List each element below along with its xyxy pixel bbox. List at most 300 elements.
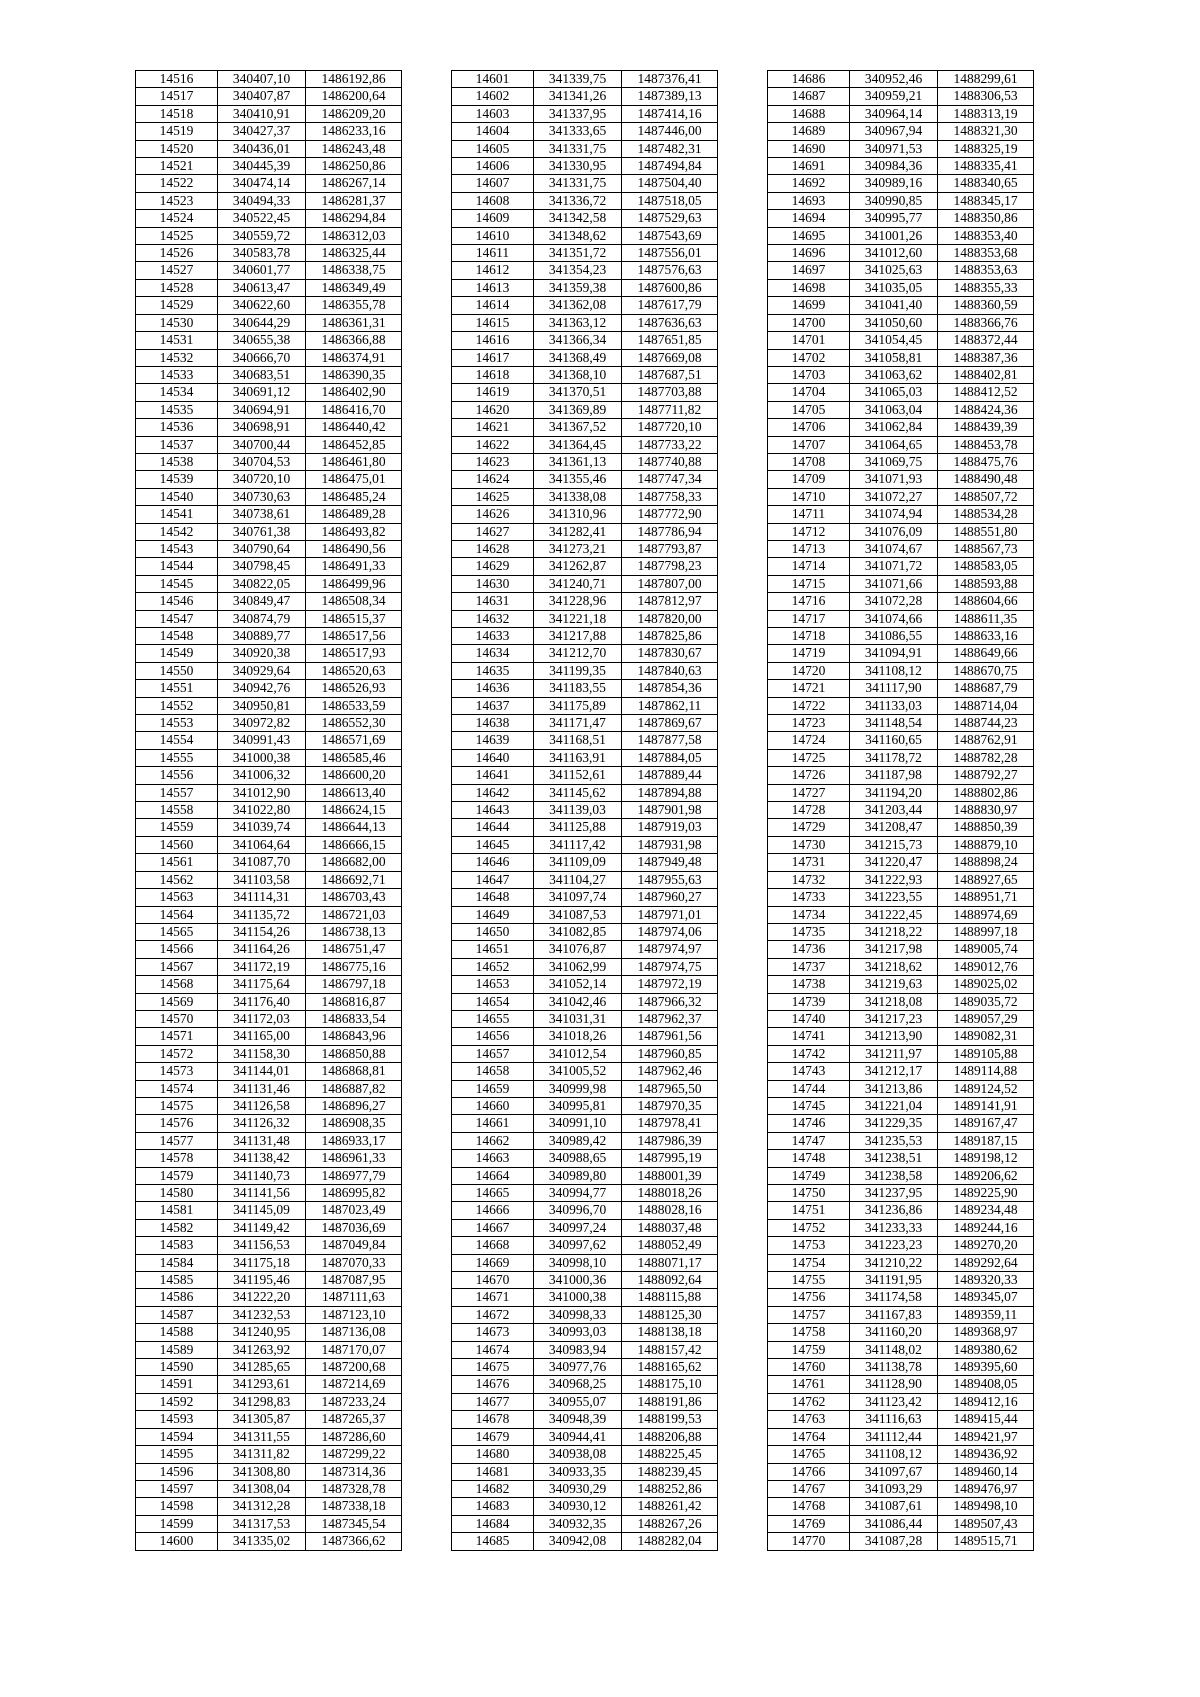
y-coordinate-cell: 1488321,30	[938, 123, 1034, 140]
point-number-cell: 14530	[136, 314, 218, 331]
x-coordinate-cell: 340559,72	[218, 227, 306, 244]
table-row	[452, 1341, 718, 1358]
point-number-cell: 14721	[768, 680, 850, 697]
point-number-cell: 14616	[452, 332, 534, 349]
x-coordinate-cell: 341298,83	[218, 1393, 306, 1410]
table-row	[768, 715, 1034, 732]
table-row	[136, 262, 402, 279]
point-number-cell: 14750	[768, 1185, 850, 1202]
x-coordinate-cell: 341219,63	[850, 976, 938, 993]
x-coordinate-cell: 341087,28	[850, 1533, 938, 1550]
point-number-cell: 14769	[768, 1515, 850, 1532]
point-number-cell: 14597	[136, 1480, 218, 1497]
x-coordinate-cell: 341342,58	[534, 210, 622, 227]
y-coordinate-cell: 1488372,44	[938, 332, 1034, 349]
y-coordinate-cell: 1487955,63	[622, 871, 718, 888]
y-coordinate-cell: 1486209,20	[306, 105, 402, 122]
point-number-cell: 14598	[136, 1498, 218, 1515]
point-number-cell: 14605	[452, 140, 534, 157]
point-number-cell: 14544	[136, 558, 218, 575]
table-row	[136, 889, 402, 906]
point-number-cell: 14724	[768, 732, 850, 749]
x-coordinate-cell: 340989,16	[850, 175, 938, 192]
x-coordinate-cell: 341369,89	[534, 401, 622, 418]
coordinate-table-3	[767, 70, 1034, 1551]
table-row	[452, 1480, 718, 1497]
table-row	[136, 401, 402, 418]
point-number-cell: 14528	[136, 279, 218, 296]
point-number-cell: 14600	[136, 1533, 218, 1550]
point-number-cell: 14765	[768, 1446, 850, 1463]
point-number-cell: 14723	[768, 715, 850, 732]
y-coordinate-cell: 1489244,16	[938, 1219, 1034, 1236]
y-coordinate-cell: 1487482,31	[622, 140, 718, 157]
x-coordinate-cell: 341126,32	[218, 1115, 306, 1132]
point-number-cell: 14563	[136, 889, 218, 906]
point-number-cell: 14546	[136, 593, 218, 610]
x-coordinate-cell: 341228,96	[534, 593, 622, 610]
x-coordinate-cell: 341039,74	[218, 819, 306, 836]
table-row	[136, 715, 402, 732]
y-coordinate-cell: 1487786,94	[622, 523, 718, 540]
table-row	[452, 436, 718, 453]
x-coordinate-cell: 341116,63	[850, 1411, 938, 1428]
table-row	[452, 349, 718, 366]
y-coordinate-cell: 1486461,80	[306, 453, 402, 470]
y-coordinate-cell: 1488997,18	[938, 923, 1034, 940]
table-row	[136, 523, 402, 540]
point-number-cell: 14657	[452, 1045, 534, 1062]
y-coordinate-cell: 1489395,60	[938, 1359, 1034, 1376]
y-coordinate-cell: 1489412,16	[938, 1393, 1034, 1410]
point-number-cell: 14625	[452, 488, 534, 505]
x-coordinate-cell: 340920,38	[218, 645, 306, 662]
table-row	[452, 1045, 718, 1062]
table-row	[452, 1028, 718, 1045]
x-coordinate-cell: 340929,64	[218, 662, 306, 679]
y-coordinate-cell: 1487111,63	[306, 1289, 402, 1306]
table-row	[452, 384, 718, 401]
point-number-cell: 14764	[768, 1428, 850, 1445]
point-number-cell: 14642	[452, 784, 534, 801]
y-coordinate-cell: 1488567,73	[938, 540, 1034, 557]
x-coordinate-cell: 340798,45	[218, 558, 306, 575]
table-row	[136, 645, 402, 662]
table-row	[768, 1463, 1034, 1480]
y-coordinate-cell: 1489515,71	[938, 1533, 1034, 1550]
x-coordinate-cell: 340407,87	[218, 88, 306, 105]
x-coordinate-cell: 341176,40	[218, 993, 306, 1010]
x-coordinate-cell: 340474,14	[218, 175, 306, 192]
point-number-cell: 14541	[136, 506, 218, 523]
table-row	[452, 819, 718, 836]
point-number-cell: 14594	[136, 1428, 218, 1445]
y-coordinate-cell: 1486267,14	[306, 175, 402, 192]
point-number-cell: 14545	[136, 575, 218, 592]
x-coordinate-cell: 341233,33	[850, 1219, 938, 1236]
point-number-cell: 14535	[136, 401, 218, 418]
table-row	[768, 227, 1034, 244]
y-coordinate-cell: 1488353,63	[938, 262, 1034, 279]
y-coordinate-cell: 1488611,35	[938, 610, 1034, 627]
table-row	[768, 192, 1034, 209]
y-coordinate-cell: 1489105,88	[938, 1045, 1034, 1062]
point-number-cell: 14573	[136, 1063, 218, 1080]
x-coordinate-cell: 341355,46	[534, 471, 622, 488]
point-number-cell: 14651	[452, 941, 534, 958]
y-coordinate-cell: 1489359,11	[938, 1306, 1034, 1323]
point-number-cell: 14637	[452, 697, 534, 714]
table-row	[452, 140, 718, 157]
point-number-cell: 14577	[136, 1132, 218, 1149]
x-coordinate-cell: 340790,64	[218, 540, 306, 557]
point-number-cell: 14550	[136, 662, 218, 679]
x-coordinate-cell: 341152,61	[534, 767, 622, 784]
point-number-cell: 14593	[136, 1411, 218, 1428]
point-number-cell: 14552	[136, 697, 218, 714]
table-row	[452, 506, 718, 523]
table-row	[768, 732, 1034, 749]
x-coordinate-cell: 341341,26	[534, 88, 622, 105]
y-coordinate-cell: 1488782,28	[938, 749, 1034, 766]
point-number-cell: 14565	[136, 923, 218, 940]
point-number-cell: 14712	[768, 523, 850, 540]
x-coordinate-cell: 340700,44	[218, 436, 306, 453]
point-number-cell: 14639	[452, 732, 534, 749]
table-row	[136, 227, 402, 244]
table-row	[452, 158, 718, 175]
y-coordinate-cell: 1486816,87	[306, 993, 402, 1010]
y-coordinate-cell: 1487214,69	[306, 1376, 402, 1393]
x-coordinate-cell: 341370,51	[534, 384, 622, 401]
y-coordinate-cell: 1486475,01	[306, 471, 402, 488]
point-number-cell: 14540	[136, 488, 218, 505]
x-coordinate-cell: 340730,63	[218, 488, 306, 505]
y-coordinate-cell: 1486520,63	[306, 662, 402, 679]
table-row	[136, 767, 402, 784]
x-coordinate-cell: 341366,34	[534, 332, 622, 349]
x-coordinate-cell: 341331,75	[534, 140, 622, 157]
point-number-cell: 14650	[452, 923, 534, 940]
table-row	[768, 1202, 1034, 1219]
point-number-cell: 14529	[136, 297, 218, 314]
x-coordinate-cell: 341222,45	[850, 906, 938, 923]
y-coordinate-cell: 1487720,10	[622, 419, 718, 436]
table-row	[452, 523, 718, 540]
y-coordinate-cell: 1486294,84	[306, 210, 402, 227]
point-number-cell: 14571	[136, 1028, 218, 1045]
table-row	[452, 923, 718, 940]
y-coordinate-cell: 1487974,06	[622, 923, 718, 940]
y-coordinate-cell: 1487366,62	[306, 1533, 402, 1550]
table-row	[136, 1463, 402, 1480]
point-number-cell: 14536	[136, 419, 218, 436]
table-row	[136, 419, 402, 436]
table-row	[136, 158, 402, 175]
x-coordinate-cell: 341018,26	[534, 1028, 622, 1045]
point-number-cell: 14696	[768, 245, 850, 262]
x-coordinate-cell: 341074,66	[850, 610, 938, 627]
point-number-cell: 14725	[768, 749, 850, 766]
y-coordinate-cell: 1489292,64	[938, 1254, 1034, 1271]
x-coordinate-cell: 341367,52	[534, 419, 622, 436]
y-coordinate-cell: 1488052,49	[622, 1237, 718, 1254]
y-coordinate-cell: 1487328,78	[306, 1480, 402, 1497]
table-row	[136, 123, 402, 140]
y-coordinate-cell: 1486508,34	[306, 593, 402, 610]
table-row	[768, 523, 1034, 540]
x-coordinate-cell: 341025,63	[850, 262, 938, 279]
x-coordinate-cell: 341338,08	[534, 488, 622, 505]
table-row	[136, 1498, 402, 1515]
y-coordinate-cell: 1489012,76	[938, 958, 1034, 975]
table-row	[136, 662, 402, 679]
table-row	[768, 1219, 1034, 1236]
table-row	[452, 210, 718, 227]
point-number-cell: 14557	[136, 784, 218, 801]
point-number-cell: 14758	[768, 1324, 850, 1341]
y-coordinate-cell: 1489368,97	[938, 1324, 1034, 1341]
point-number-cell: 14554	[136, 732, 218, 749]
table-row	[452, 941, 718, 958]
x-coordinate-cell: 341086,44	[850, 1515, 938, 1532]
table-row	[136, 366, 402, 383]
point-number-cell: 14645	[452, 836, 534, 853]
point-number-cell: 14686	[768, 71, 850, 88]
table-row	[452, 1359, 718, 1376]
y-coordinate-cell: 1488850,39	[938, 819, 1034, 836]
x-coordinate-cell: 341071,66	[850, 575, 938, 592]
y-coordinate-cell: 1489225,90	[938, 1185, 1034, 1202]
table-row	[136, 610, 402, 627]
y-coordinate-cell: 1489198,12	[938, 1150, 1034, 1167]
y-coordinate-cell: 1487807,00	[622, 575, 718, 592]
x-coordinate-cell: 340933,35	[534, 1463, 622, 1480]
table-row	[768, 1428, 1034, 1445]
point-number-cell: 14718	[768, 628, 850, 645]
x-coordinate-cell: 341114,31	[218, 889, 306, 906]
table-row	[452, 1411, 718, 1428]
point-number-cell: 14685	[452, 1533, 534, 1550]
y-coordinate-cell: 1486887,82	[306, 1080, 402, 1097]
x-coordinate-cell: 341160,20	[850, 1324, 938, 1341]
table-row	[768, 871, 1034, 888]
y-coordinate-cell: 1486585,46	[306, 749, 402, 766]
table-row	[136, 71, 402, 88]
point-number-cell: 14578	[136, 1150, 218, 1167]
x-coordinate-cell: 341210,22	[850, 1254, 938, 1271]
point-number-cell: 14736	[768, 941, 850, 958]
point-number-cell: 14732	[768, 871, 850, 888]
y-coordinate-cell: 1486666,15	[306, 836, 402, 853]
x-coordinate-cell: 341063,62	[850, 366, 938, 383]
point-number-cell: 14519	[136, 123, 218, 140]
x-coordinate-cell: 341222,20	[218, 1289, 306, 1306]
table-row	[136, 1185, 402, 1202]
point-number-cell: 14668	[452, 1237, 534, 1254]
table-row	[452, 732, 718, 749]
x-coordinate-cell: 341187,98	[850, 767, 938, 784]
x-coordinate-cell: 340984,36	[850, 158, 938, 175]
y-coordinate-cell: 1488453,78	[938, 436, 1034, 453]
table-row	[768, 889, 1034, 906]
x-coordinate-cell: 341063,04	[850, 401, 938, 418]
point-number-cell: 14534	[136, 384, 218, 401]
x-coordinate-cell: 341221,04	[850, 1097, 938, 1114]
y-coordinate-cell: 1488951,71	[938, 889, 1034, 906]
table-row	[452, 1150, 718, 1167]
point-number-cell: 14537	[136, 436, 218, 453]
x-coordinate-cell: 341076,87	[534, 941, 622, 958]
x-coordinate-cell: 340761,38	[218, 523, 306, 540]
y-coordinate-cell: 1489498,10	[938, 1498, 1034, 1515]
y-coordinate-cell: 1488282,04	[622, 1533, 718, 1550]
table-row	[768, 366, 1034, 383]
point-number-cell: 14556	[136, 767, 218, 784]
x-coordinate-cell: 340849,47	[218, 593, 306, 610]
table-row	[136, 297, 402, 314]
point-number-cell: 14518	[136, 105, 218, 122]
x-coordinate-cell: 341221,18	[534, 610, 622, 627]
x-coordinate-cell: 341131,46	[218, 1080, 306, 1097]
table-row	[452, 976, 718, 993]
table-row	[136, 1150, 402, 1167]
table-row	[768, 1080, 1034, 1097]
table-row	[136, 1115, 402, 1132]
point-number-cell: 14700	[768, 314, 850, 331]
point-number-cell: 14604	[452, 123, 534, 140]
x-coordinate-cell: 340988,65	[534, 1150, 622, 1167]
x-coordinate-cell: 340522,45	[218, 210, 306, 227]
point-number-cell: 14599	[136, 1515, 218, 1532]
x-coordinate-cell: 341000,38	[218, 749, 306, 766]
point-number-cell: 14767	[768, 1480, 850, 1497]
point-number-cell: 14677	[452, 1393, 534, 1410]
table-row	[136, 993, 402, 1010]
y-coordinate-cell: 1487972,19	[622, 976, 718, 993]
y-coordinate-cell: 1489345,07	[938, 1289, 1034, 1306]
point-number-cell: 14574	[136, 1080, 218, 1097]
table-row	[768, 697, 1034, 714]
point-number-cell: 14672	[452, 1306, 534, 1323]
x-coordinate-cell: 341104,27	[534, 871, 622, 888]
table-row	[136, 453, 402, 470]
y-coordinate-cell: 1488340,65	[938, 175, 1034, 192]
x-coordinate-cell: 341211,97	[850, 1045, 938, 1062]
y-coordinate-cell: 1488252,86	[622, 1480, 718, 1497]
x-coordinate-cell: 341087,53	[534, 906, 622, 923]
table-row	[768, 1376, 1034, 1393]
y-coordinate-cell: 1489234,48	[938, 1202, 1034, 1219]
x-coordinate-cell: 341163,91	[534, 749, 622, 766]
point-number-cell: 14648	[452, 889, 534, 906]
table-row	[768, 245, 1034, 262]
y-coordinate-cell: 1489460,14	[938, 1463, 1034, 1480]
x-coordinate-cell: 341311,55	[218, 1428, 306, 1445]
table-row	[768, 1028, 1034, 1045]
table-row	[452, 105, 718, 122]
y-coordinate-cell: 1487747,34	[622, 471, 718, 488]
table-row	[768, 158, 1034, 175]
x-coordinate-cell: 341354,23	[534, 262, 622, 279]
table-row	[452, 1393, 718, 1410]
table-row	[452, 1254, 718, 1271]
table-row	[768, 680, 1034, 697]
table-row	[768, 314, 1034, 331]
y-coordinate-cell: 1487389,13	[622, 88, 718, 105]
table-row	[768, 1167, 1034, 1184]
y-coordinate-cell: 1486692,71	[306, 871, 402, 888]
point-number-cell: 14682	[452, 1480, 534, 1497]
point-number-cell: 14613	[452, 279, 534, 296]
table-row	[136, 1028, 402, 1045]
x-coordinate-cell: 341069,75	[850, 453, 938, 470]
y-coordinate-cell: 1486624,15	[306, 802, 402, 819]
x-coordinate-cell: 341149,42	[218, 1219, 306, 1236]
x-coordinate-cell: 340691,12	[218, 384, 306, 401]
point-number-cell: 14560	[136, 836, 218, 853]
y-coordinate-cell: 1489476,97	[938, 1480, 1034, 1497]
x-coordinate-cell: 341086,55	[850, 628, 938, 645]
point-number-cell: 14524	[136, 210, 218, 227]
x-coordinate-cell: 341333,65	[534, 123, 622, 140]
x-coordinate-cell: 340959,21	[850, 88, 938, 105]
point-number-cell: 14631	[452, 593, 534, 610]
y-coordinate-cell: 1488879,10	[938, 836, 1034, 853]
table-row	[768, 1480, 1034, 1497]
table-row	[452, 314, 718, 331]
table-row	[136, 1359, 402, 1376]
y-coordinate-cell: 1488353,40	[938, 227, 1034, 244]
y-coordinate-cell: 1487136,08	[306, 1324, 402, 1341]
x-coordinate-cell: 341031,31	[534, 1010, 622, 1027]
x-coordinate-cell: 340822,05	[218, 575, 306, 592]
table-row	[136, 819, 402, 836]
table-row	[452, 1115, 718, 1132]
y-coordinate-cell: 1488387,36	[938, 349, 1034, 366]
x-coordinate-cell: 341238,58	[850, 1167, 938, 1184]
point-number-cell: 14707	[768, 436, 850, 453]
table-row	[768, 1150, 1034, 1167]
x-coordinate-cell: 341041,40	[850, 297, 938, 314]
table-row	[452, 767, 718, 784]
x-coordinate-cell: 341131,48	[218, 1132, 306, 1149]
table-row	[136, 1289, 402, 1306]
table-row	[768, 784, 1034, 801]
y-coordinate-cell: 1489057,29	[938, 1010, 1034, 1027]
point-number-cell: 14555	[136, 749, 218, 766]
x-coordinate-cell: 341072,28	[850, 593, 938, 610]
x-coordinate-cell: 341215,73	[850, 836, 938, 853]
x-coordinate-cell: 341368,49	[534, 349, 622, 366]
point-number-cell: 14586	[136, 1289, 218, 1306]
y-coordinate-cell: 1488633,16	[938, 628, 1034, 645]
x-coordinate-cell: 341285,65	[218, 1359, 306, 1376]
point-number-cell: 14747	[768, 1132, 850, 1149]
x-coordinate-cell: 341337,95	[534, 105, 622, 122]
x-coordinate-cell: 341310,96	[534, 506, 622, 523]
y-coordinate-cell: 1489187,15	[938, 1132, 1034, 1149]
point-number-cell: 14705	[768, 401, 850, 418]
table-row	[136, 1132, 402, 1149]
table-row	[768, 297, 1034, 314]
x-coordinate-cell: 341012,90	[218, 784, 306, 801]
point-number-cell: 14706	[768, 419, 850, 436]
table-row	[452, 1097, 718, 1114]
x-coordinate-cell: 341168,51	[534, 732, 622, 749]
y-coordinate-cell: 1489114,88	[938, 1063, 1034, 1080]
y-coordinate-cell: 1488299,61	[938, 71, 1034, 88]
